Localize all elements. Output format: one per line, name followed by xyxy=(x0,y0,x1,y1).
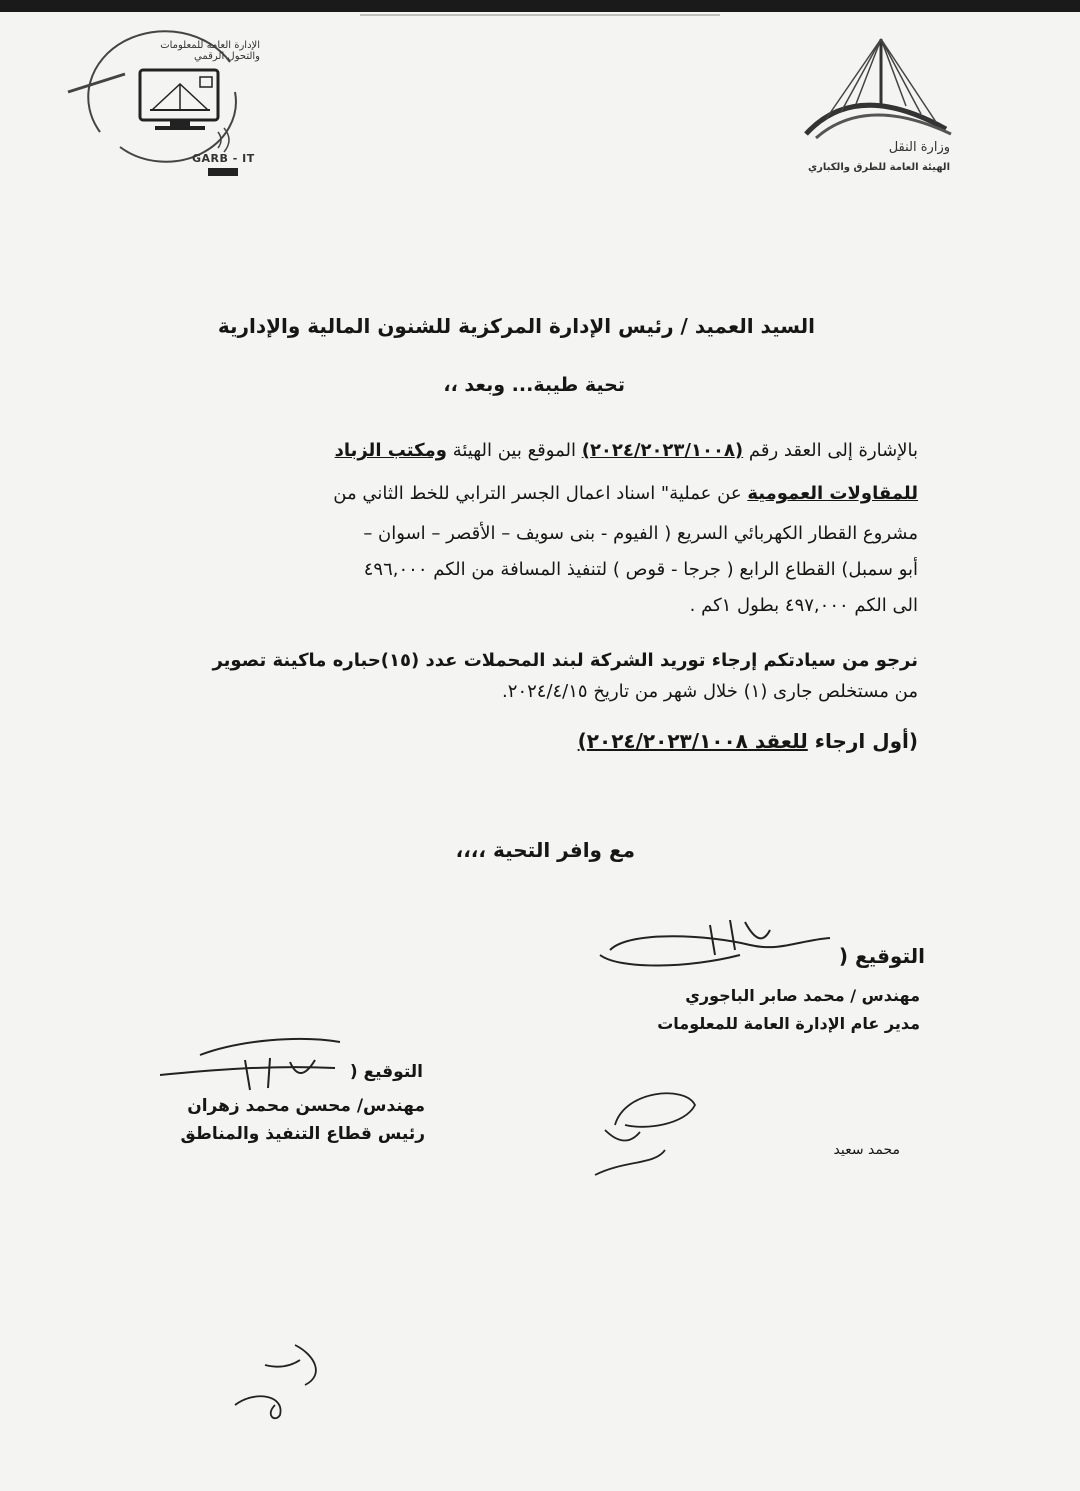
body-line-7: من مستخلص جارى (١) خلال شهر من تاريخ ٢٠٢٤/٤/١٥. xyxy=(502,681,918,702)
bridge-logo-graphic xyxy=(796,34,986,144)
logo-brand-text: GARB - IT xyxy=(192,152,255,165)
body-line-1 xyxy=(335,440,918,461)
first-postponement-note xyxy=(578,729,918,753)
handwritten-signature-2 xyxy=(150,1030,360,1100)
handwritten-initials xyxy=(225,1335,335,1425)
body-text: بالإشارة إلى العقد رقم xyxy=(748,440,918,461)
letter-greeting: تحية طيبة... وبعد ،، xyxy=(443,374,625,396)
body-line-3: مشروع القطار الكهربائي السريع ( الفيوم - بنى سويف – الأقصر – اسوان – xyxy=(363,523,918,544)
signatory-name: مهندس / محمد صابر الباجوري xyxy=(685,986,920,1005)
contract-number: (٢٠٢٤/٢٠٢٣/١٠٠٨) xyxy=(581,440,744,461)
closing-regards: مع وافر التحية ،،،، xyxy=(455,838,635,862)
scan-top-border xyxy=(0,0,1080,12)
it-department-logo xyxy=(60,22,260,182)
company-name: ومكتب الزباد xyxy=(334,440,447,461)
postpone-contract: للعقد ٢٠٢٤/٢٠٢٣/١٠٠٨) xyxy=(577,729,808,753)
postpone-text: (أول ارجاء xyxy=(814,729,918,753)
company-name: للمقاولات العمومية xyxy=(747,483,918,504)
signatory-title: رئيس قطاع التنفيذ والمناطق xyxy=(180,1124,425,1144)
scan-line xyxy=(360,14,720,16)
ministry-name: وزارة النقل xyxy=(888,140,950,155)
ministry-logo xyxy=(796,34,986,184)
body-line-2 xyxy=(333,483,918,504)
body-line-4: أبو سمبل) القطاع الرابع ( جرجا - قوص ) لتنفيذ المسافة من الكم ٤٩٦,٠٠٠ xyxy=(363,559,918,580)
letter-recipient: السيد العميد / رئيس الإدارة المركزية للشنون المالية والإدارية xyxy=(217,314,815,338)
receiver-note: محمد سعيد xyxy=(833,1142,900,1158)
signature-label: التوقيع ( xyxy=(349,1062,423,1082)
body-line-6: نرجو من سيادتكم إرجاء توريد الشركة لبند المحملات عدد (١٥)حباره ماكينة تصوير xyxy=(212,650,918,671)
signatory-title: مدير عام الإدارة العامة للمعلومات xyxy=(657,1014,920,1033)
logo-arc-text: الإدارة العامة للمعلومات والتحول الرقمي xyxy=(160,40,260,62)
body-line-5: الى الكم ٤٩٧,٠٠٠ بطول ١كم . xyxy=(689,595,918,616)
authority-name: الهيئة العامة للطرق والكباري xyxy=(807,162,950,173)
handwritten-signature-1 xyxy=(590,910,850,980)
body-text: الموقع بين الهيئة xyxy=(452,440,576,461)
signatory-name: مهندس/ محسن محمد زهران xyxy=(187,1096,425,1116)
handwritten-date-note xyxy=(585,1080,705,1190)
body-text: عن عملية" اسناد اعمال الجسر الترابي للخط الثاني من xyxy=(333,483,742,504)
signature-label: التوقيع ( xyxy=(838,944,925,968)
